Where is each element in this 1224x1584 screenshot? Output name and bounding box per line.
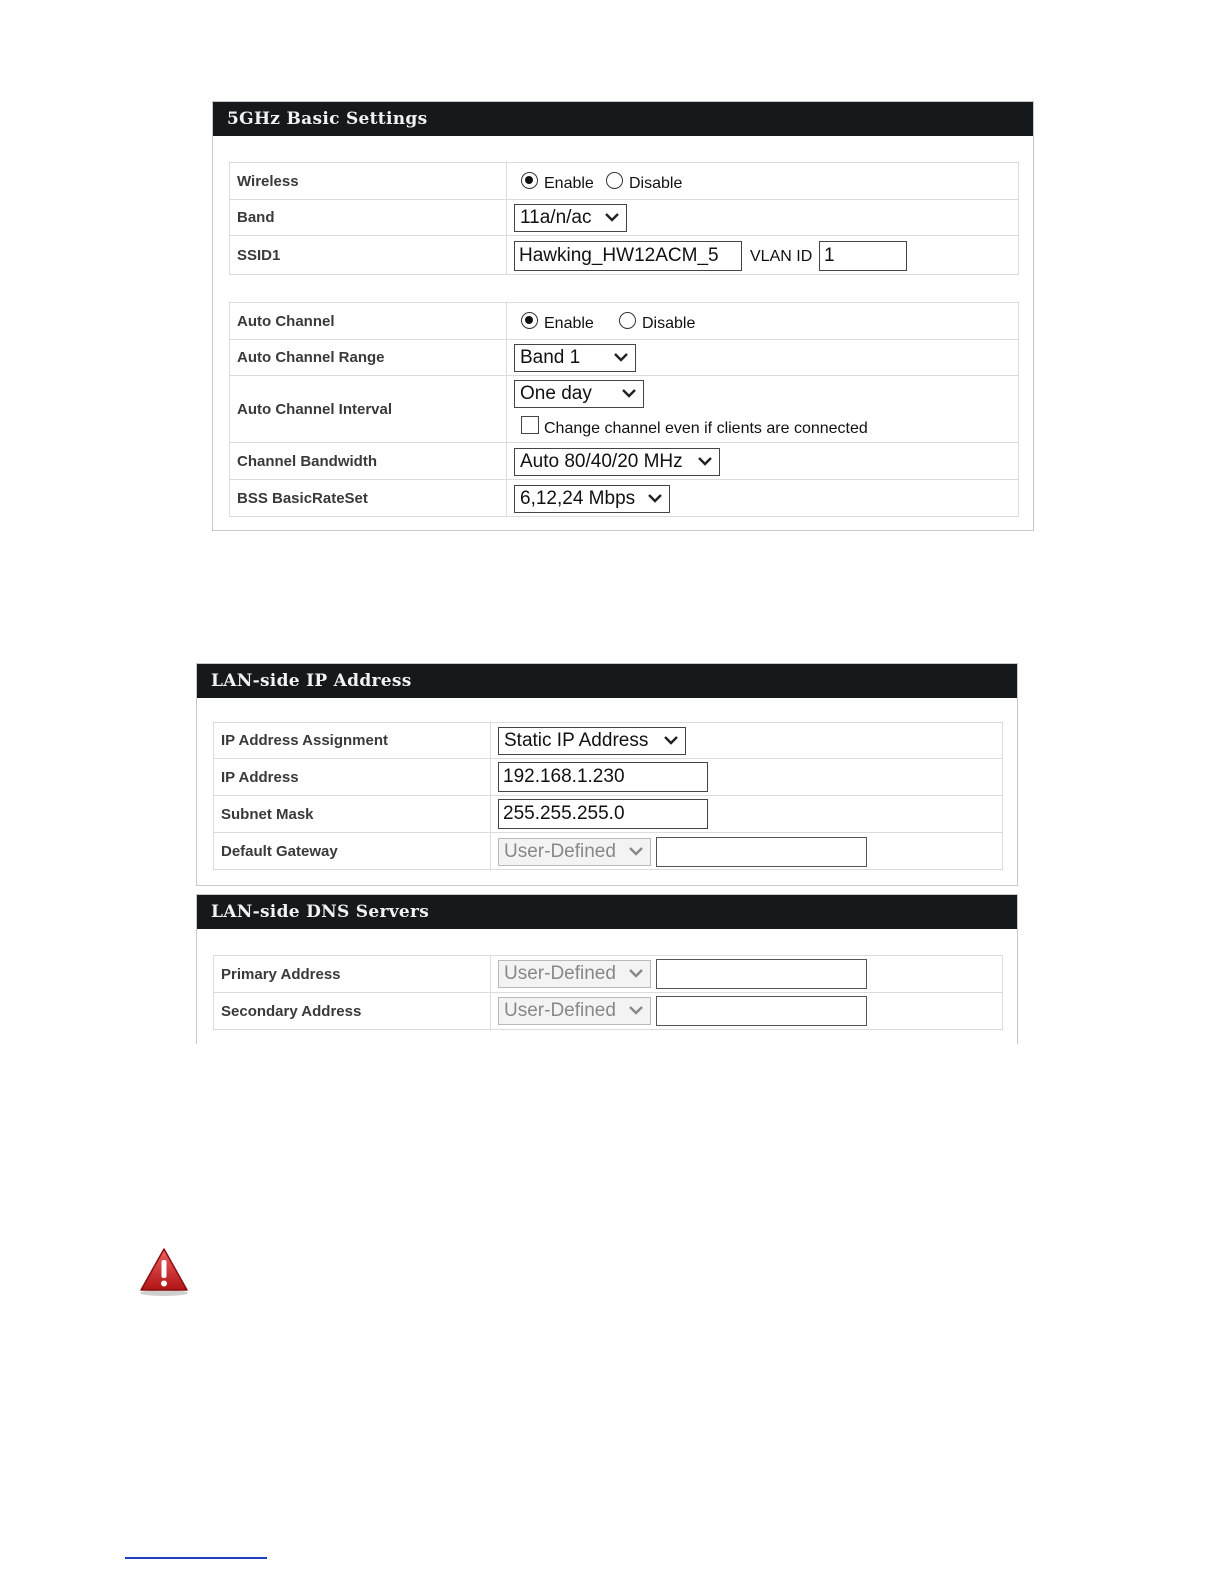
wireless-enable-radio[interactable] [521, 172, 538, 189]
chevron-down-icon [647, 489, 663, 507]
auto-channel-interval-label: Auto Channel Interval [230, 376, 507, 442]
basic-settings-panel [212, 101, 1034, 531]
chevron-down-icon [628, 1001, 644, 1019]
wireless-label: Wireless [230, 163, 507, 199]
default-gateway-select[interactable] [498, 838, 651, 866]
ip-address-input[interactable]: 192.168.1.230 [498, 762, 708, 792]
auto-channel-enable-radio[interactable] [521, 312, 538, 329]
change-channel-checkbox[interactable] [521, 416, 539, 434]
subnet-mask-row [213, 795, 1003, 833]
auto-channel-interval-select[interactable] [514, 380, 644, 408]
band-label: Band [230, 200, 507, 235]
wireless-row [229, 162, 1019, 200]
ip-address-row [213, 758, 1003, 796]
primary-address-select[interactable] [498, 960, 651, 988]
wireless-disable-label[interactable]: Disable [629, 175, 683, 192]
chevron-down-icon [621, 384, 637, 402]
warning-triangle-icon [138, 1247, 190, 1297]
link-underline[interactable] [125, 1557, 267, 1559]
vlan-id-label: VLAN ID [750, 248, 813, 265]
primary-address-input[interactable] [656, 959, 867, 989]
auto-channel-row [229, 302, 1019, 340]
ip-assignment-label: IP Address Assignment [214, 723, 491, 758]
channel-bandwidth-value: Auto 80/40/20 MHz [520, 451, 683, 472]
subnet-mask-input[interactable]: 255.255.255.0 [498, 799, 708, 829]
chevron-down-icon [663, 731, 679, 749]
default-gateway-select-value: User-Defined [504, 841, 616, 862]
bss-basic-rate-set-value: 6,12,24 Mbps [520, 488, 636, 509]
primary-address-label: Primary Address [214, 956, 491, 992]
bss-basic-rate-set-row [229, 479, 1019, 517]
chevron-down-icon [628, 842, 644, 860]
secondary-address-select-value: User-Defined [504, 1000, 616, 1021]
primary-address-select-value: User-Defined [504, 963, 616, 984]
lan-dns-title: LAN-side DNS Servers [197, 895, 1017, 929]
default-gateway-input[interactable] [656, 837, 867, 867]
channel-bandwidth-label: Channel Bandwidth [230, 443, 507, 479]
wireless-enable-label[interactable]: Enable [544, 175, 594, 192]
lan-dns-panel [196, 894, 1018, 1044]
secondary-address-input[interactable] [656, 996, 867, 1026]
band-select-value: 11a/n/ac [520, 207, 592, 228]
primary-address-row [213, 955, 1003, 993]
lan-ip-panel [196, 663, 1018, 886]
auto-channel-interval-row [229, 375, 1019, 443]
ip-assignment-select[interactable] [498, 727, 686, 755]
vlan-id-input[interactable]: 1 [819, 241, 907, 271]
auto-channel-range-row [229, 339, 1019, 376]
auto-channel-interval-value: One day [520, 383, 592, 404]
ssid1-row [229, 235, 1019, 275]
secondary-address-select[interactable] [498, 997, 651, 1025]
auto-channel-disable-label[interactable]: Disable [642, 315, 696, 332]
chevron-down-icon [628, 964, 644, 982]
secondary-address-label: Secondary Address [214, 993, 491, 1029]
chevron-down-icon [604, 208, 620, 226]
chevron-down-icon [613, 348, 629, 366]
channel-bandwidth-row [229, 442, 1019, 480]
default-gateway-row [213, 832, 1003, 870]
auto-channel-enable-label[interactable]: Enable [544, 315, 594, 332]
band-select[interactable] [514, 204, 627, 232]
ssid1-label: SSID1 [230, 236, 507, 274]
bss-basic-rate-set-select[interactable] [514, 485, 670, 513]
subnet-mask-label: Subnet Mask [214, 796, 491, 832]
bss-basic-rate-set-label: BSS BasicRateSet [230, 480, 507, 516]
secondary-address-row [213, 992, 1003, 1030]
band-row [229, 199, 1019, 236]
change-channel-label[interactable]: Change channel even if clients are connected [544, 420, 868, 437]
channel-bandwidth-select[interactable] [514, 448, 720, 476]
default-gateway-label: Default Gateway [214, 833, 491, 869]
chevron-down-icon [697, 452, 713, 470]
wireless-disable-radio[interactable] [606, 172, 623, 189]
basic-settings-title: 5GHz Basic Settings [213, 102, 1033, 136]
auto-channel-disable-radio[interactable] [619, 312, 636, 329]
auto-channel-range-select[interactable] [514, 344, 636, 372]
ip-assignment-row [213, 722, 1003, 759]
lan-ip-title: LAN-side IP Address [197, 664, 1017, 698]
ip-address-label: IP Address [214, 759, 491, 795]
auto-channel-range-value: Band 1 [520, 347, 581, 368]
auto-channel-label: Auto Channel [230, 303, 507, 339]
ip-assignment-value: Static IP Address [504, 730, 649, 751]
ssid1-input[interactable]: Hawking_HW12ACM_5 [514, 241, 742, 271]
auto-channel-range-label: Auto Channel Range [230, 340, 507, 375]
